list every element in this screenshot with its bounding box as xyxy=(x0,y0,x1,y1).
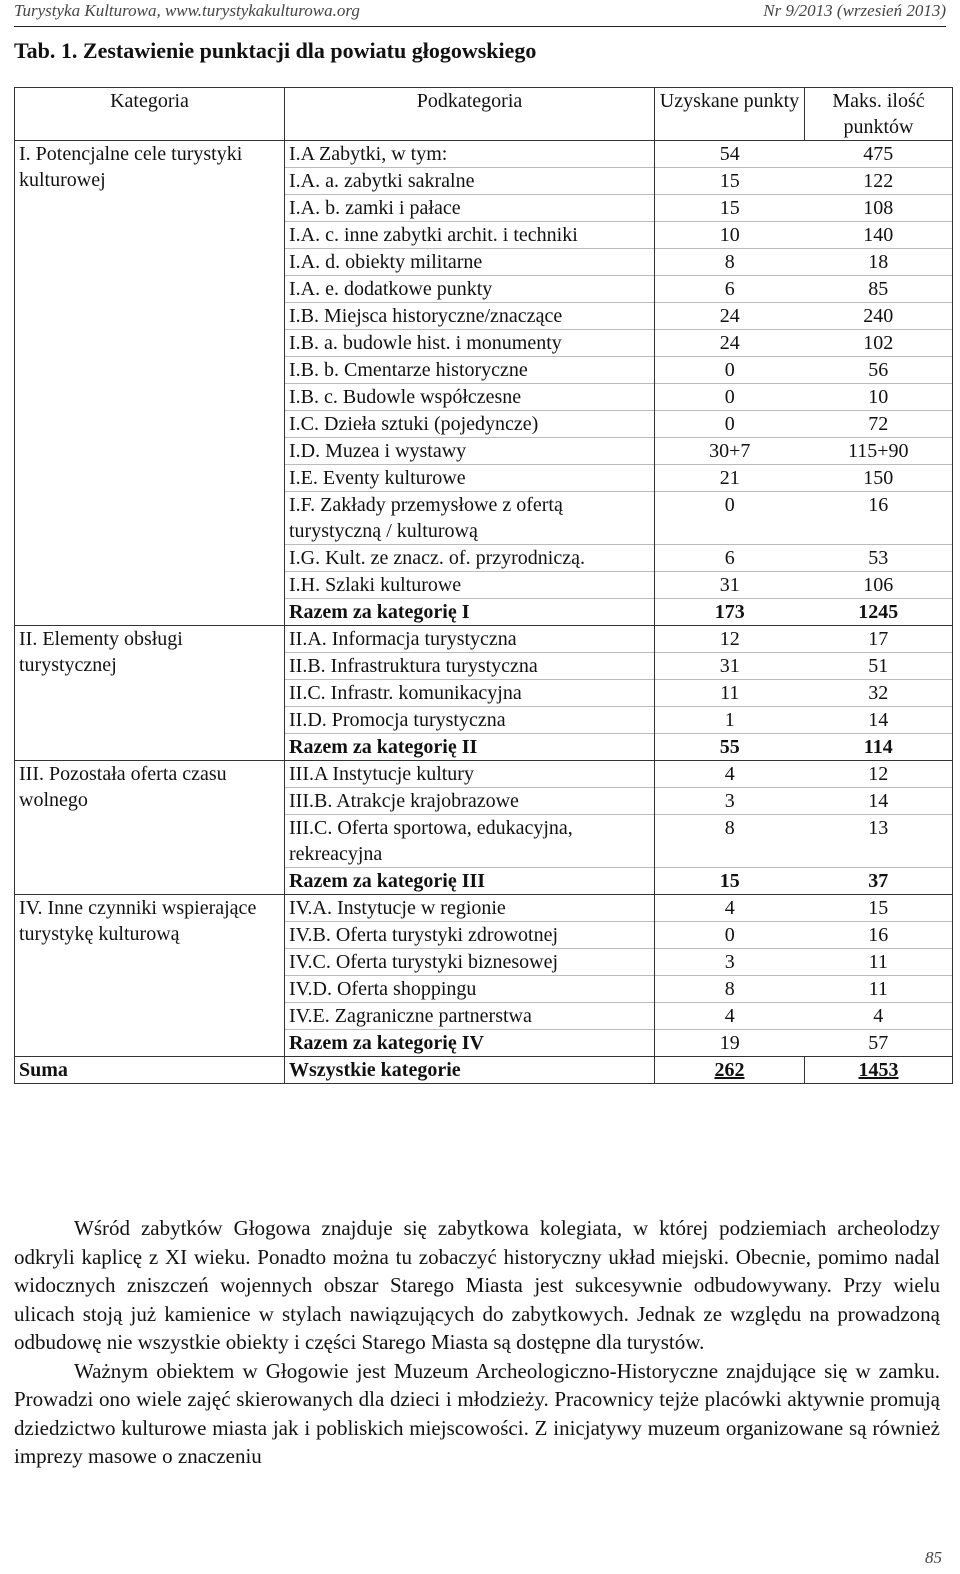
table-title: Tab. 1. Zestawienie punktacji dla powiatu głogowskiego xyxy=(14,38,537,63)
points-cell: 31 xyxy=(655,653,805,680)
subcategory-cell: I.A Zabytki, w tym: xyxy=(285,141,655,168)
header-subcategory: Podkategoria xyxy=(285,88,655,141)
table-row xyxy=(15,626,953,653)
subcategory-cell: II.A. Informacja turystyczna xyxy=(285,626,655,653)
table-header-row xyxy=(15,88,953,141)
max-points-cell: 4 xyxy=(805,1003,953,1030)
points-cell: 15 xyxy=(655,195,805,222)
subcategory-cell: III.B. Atrakcje krajobrazowe xyxy=(285,788,655,815)
paragraph: Wśród zabytków Głogowa znajduje się zabytkowa kolegiata, w której podziemiach archeolodzy odkryli kaplicę z XI wieku. Ponadto można tu zobaczyć historyczny układ miejski. Obecnie, pomimo nadal widocznych zniszczeń wojennych obszar Starego Miasta jest sukcesywnie odbudowywany. Przy wielu ulicach stoją już kamienice w stylach nawiązujących do zabytkowych. Jednak ze względu na prowadzoną odbudowę nie wszystkie obiekty i części Starego Miasta są dostępne dla turystów. xyxy=(14,1216,940,1354)
points-cell: 54 xyxy=(655,141,805,168)
subcategory-cell: I.G. Kult. ze znacz. of. przyrodniczą. xyxy=(285,545,655,572)
subcategory-cell: I.B. a. budowle hist. i monumenty xyxy=(285,330,655,357)
max-points-cell: 17 xyxy=(805,626,953,653)
points-cell: 0 xyxy=(655,922,805,949)
header-category: Kategoria xyxy=(15,88,285,141)
max-points-cell: 11 xyxy=(805,949,953,976)
max-points-cell: 51 xyxy=(805,653,953,680)
points-cell: 8 xyxy=(655,815,805,868)
max-points-cell: 13 xyxy=(805,815,953,868)
subcategory-cell: I.A. d. obiekty militarne xyxy=(285,249,655,276)
subcategory-cell: I.A. b. zamki i pałace xyxy=(285,195,655,222)
points-cell: 0 xyxy=(655,384,805,411)
max-points-cell: 32 xyxy=(805,680,953,707)
points-cell: 21 xyxy=(655,465,805,492)
paragraph: Ważnym obiektem w Głogowie jest Muzeum Archeologiczno-Historyczne znajdujące się w zamku. Prowadzi ono wiele zajęć skierowanych dla dzieci i młodzieży. Pracownicy tejże placówki aktywnie promują dziedzictwo kulturowe miasta jak i pobliskich miejscowości. Z inicjatywy muzeum organizowane są również imprezy masowe o znaczeniu xyxy=(14,1358,940,1468)
max-points-cell: 16 xyxy=(805,492,953,545)
points-cell: 1 xyxy=(655,707,805,734)
subcategory-cell: I.D. Muzea i wystawy xyxy=(285,438,655,465)
subcategory-cell: I.B. Miejsca historyczne/znaczące xyxy=(285,303,655,330)
table-row xyxy=(15,761,953,788)
max-points-cell: 10 xyxy=(805,384,953,411)
max-points-cell: 102 xyxy=(805,330,953,357)
total-label-cell: Razem za kategorię IV xyxy=(285,1030,655,1057)
running-header xyxy=(14,0,946,27)
sum-label-cell: Suma xyxy=(15,1057,285,1084)
subcategory-cell: IV.E. Zagraniczne partnerstwa xyxy=(285,1003,655,1030)
points-cell: 3 xyxy=(655,949,805,976)
subcategory-cell: I.H. Szlaki kulturowe xyxy=(285,572,655,599)
subcategory-cell: III.C. Oferta sportowa, edukacyjna, rekreacyjna xyxy=(285,815,655,868)
max-points-cell: 150 xyxy=(805,465,953,492)
sum-row xyxy=(15,1057,953,1084)
max-points-cell: 122 xyxy=(805,168,953,195)
max-points-cell: 14 xyxy=(805,788,953,815)
subcategory-cell: I.B. b. Cmentarze historyczne xyxy=(285,357,655,384)
points-cell: 0 xyxy=(655,357,805,384)
total-points-cell: 173 xyxy=(655,599,805,626)
header-points-max: Maks. ilość punktów xyxy=(805,88,953,141)
subcategory-cell: I.E. Eventy kulturowe xyxy=(285,465,655,492)
max-points-cell: 240 xyxy=(805,303,953,330)
max-points-cell: 475 xyxy=(805,141,953,168)
points-cell: 24 xyxy=(655,303,805,330)
points-cell: 15 xyxy=(655,168,805,195)
max-points-cell: 15 xyxy=(805,895,953,922)
points-cell: 6 xyxy=(655,276,805,303)
max-points-cell: 72 xyxy=(805,411,953,438)
total-max-cell: 57 xyxy=(805,1030,953,1057)
subcategory-cell: I.F. Zakłady przemysłowe z ofertą turystyczną / kulturową xyxy=(285,492,655,545)
max-points-cell: 115+90 xyxy=(805,438,953,465)
table-row xyxy=(15,895,953,922)
max-points-cell: 11 xyxy=(805,976,953,1003)
category-cell: II. Elementy obsługi turystycznej xyxy=(15,626,285,761)
total-max-cell: 1245 xyxy=(805,599,953,626)
subcategory-cell: IV.C. Oferta turystyki biznesowej xyxy=(285,949,655,976)
points-cell: 0 xyxy=(655,411,805,438)
points-cell: 4 xyxy=(655,1003,805,1030)
category-cell: I. Potencjalne cele turystyki kulturowej xyxy=(15,141,285,626)
sum-sub-cell: Wszystkie kategorie xyxy=(285,1057,655,1084)
points-cell: 24 xyxy=(655,330,805,357)
total-label-cell: Razem za kategorię III xyxy=(285,868,655,895)
page-number: 85 xyxy=(925,1548,942,1567)
points-cell: 11 xyxy=(655,680,805,707)
points-cell: 8 xyxy=(655,249,805,276)
max-points-cell: 140 xyxy=(805,222,953,249)
header-points-obtained: Uzyskane punkty xyxy=(655,88,805,141)
subcategory-cell: I.A. e. dodatkowe punkty xyxy=(285,276,655,303)
max-points-cell: 85 xyxy=(805,276,953,303)
points-cell: 10 xyxy=(655,222,805,249)
table-row xyxy=(15,141,953,168)
subcategory-cell: II.B. Infrastruktura turystyczna xyxy=(285,653,655,680)
subcategory-cell: IV.A. Instytucje w regionie xyxy=(285,895,655,922)
max-points-cell: 56 xyxy=(805,357,953,384)
points-cell: 8 xyxy=(655,976,805,1003)
subcategory-cell: III.A Instytucje kultury xyxy=(285,761,655,788)
points-cell: 31 xyxy=(655,572,805,599)
total-points-cell: 55 xyxy=(655,734,805,761)
max-points-cell: 12 xyxy=(805,761,953,788)
sum-points-cell: 262 xyxy=(655,1057,805,1084)
subcategory-cell: I.B. c. Budowle współczesne xyxy=(285,384,655,411)
subcategory-cell: IV.B. Oferta turystyki zdrowotnej xyxy=(285,922,655,949)
score-table xyxy=(14,87,953,1084)
sum-max-cell: 1453 xyxy=(805,1057,953,1084)
points-cell: 30+7 xyxy=(655,438,805,465)
journal-name: Turystyka Kulturowa, www.turystykakulturowa.org xyxy=(14,1,360,20)
points-cell: 6 xyxy=(655,545,805,572)
subcategory-cell: I.C. Dzieła sztuki (pojedyncze) xyxy=(285,411,655,438)
category-cell: III. Pozostała oferta czasu wolnego xyxy=(15,761,285,895)
subcategory-cell: I.A. a. zabytki sakralne xyxy=(285,168,655,195)
points-cell: 3 xyxy=(655,788,805,815)
issue-info: Nr 9/2013 (wrzesień 2013) xyxy=(763,1,946,20)
points-cell: 12 xyxy=(655,626,805,653)
subcategory-cell: IV.D. Oferta shoppingu xyxy=(285,976,655,1003)
points-cell: 4 xyxy=(655,761,805,788)
subcategory-cell: I.A. c. inne zabytki archit. i techniki xyxy=(285,222,655,249)
total-points-cell: 15 xyxy=(655,868,805,895)
points-cell: 0 xyxy=(655,492,805,545)
category-cell: IV. Inne czynniki wspierające turystykę kulturową xyxy=(15,895,285,1057)
total-label-cell: Razem za kategorię II xyxy=(285,734,655,761)
total-points-cell: 19 xyxy=(655,1030,805,1057)
max-points-cell: 108 xyxy=(805,195,953,222)
max-points-cell: 14 xyxy=(805,707,953,734)
max-points-cell: 53 xyxy=(805,545,953,572)
total-max-cell: 114 xyxy=(805,734,953,761)
max-points-cell: 106 xyxy=(805,572,953,599)
max-points-cell: 18 xyxy=(805,249,953,276)
points-cell: 4 xyxy=(655,895,805,922)
body-text xyxy=(14,1214,940,1471)
total-label-cell: Razem za kategorię I xyxy=(285,599,655,626)
total-max-cell: 37 xyxy=(805,868,953,895)
subcategory-cell: II.D. Promocja turystyczna xyxy=(285,707,655,734)
subcategory-cell: II.C. Infrastr. komunikacyjna xyxy=(285,680,655,707)
max-points-cell: 16 xyxy=(805,922,953,949)
